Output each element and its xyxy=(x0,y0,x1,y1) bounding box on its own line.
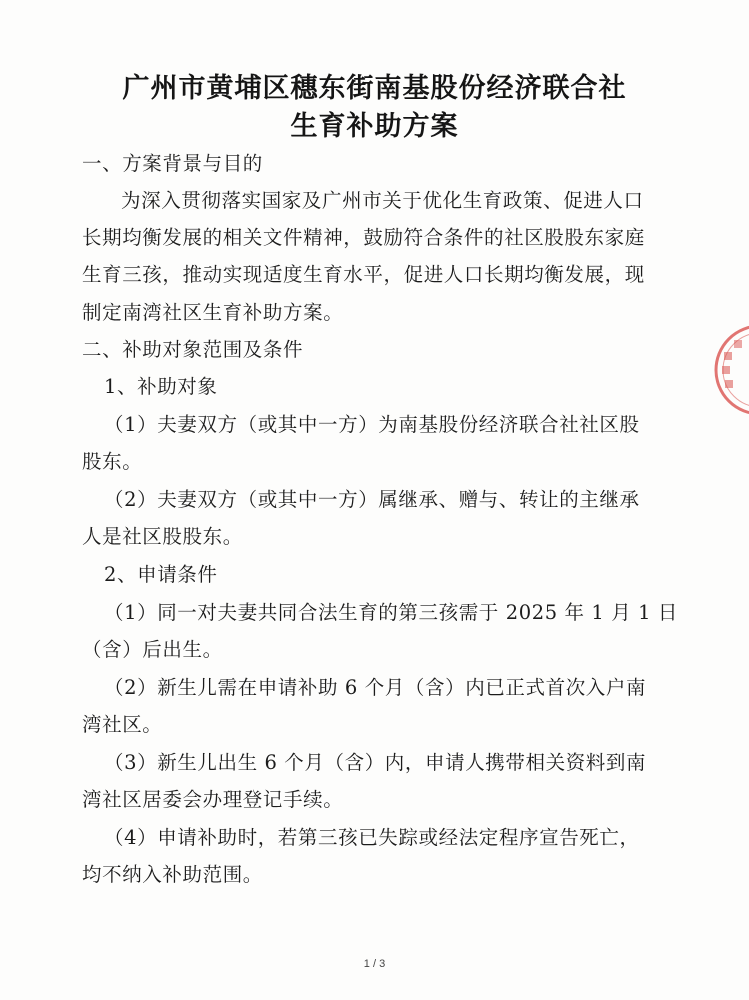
sub2-item1-line1: （1）同一对夫妻共同合法生育的第三孩需于 2025 年 1 月 1 日 xyxy=(104,601,679,624)
official-seal-stamp xyxy=(712,322,749,418)
sub1-item1-line1: （1）夫妻双方（或其中一方）为南基股份经济联合社社区股 xyxy=(104,413,640,436)
sub2-item4-line1: （4）申请补助时，若第三孩已失踪或经法定程序宣告死亡， xyxy=(104,826,640,849)
sub2-item4-line2: 均不纳入补助范围。 xyxy=(82,863,263,886)
section2-heading: 二、补助对象范围及条件 xyxy=(82,338,304,361)
sub2-item1-line2: （含）后出生。 xyxy=(82,638,223,661)
section1-para-line1: 为深入贯彻落实国家及广州市关于优化生育政策、促进人口 xyxy=(121,189,644,212)
section1-para-line4: 制定南湾社区生育补助方案。 xyxy=(82,301,344,324)
page-number: 1 / 3 xyxy=(363,958,386,970)
document-title-line1: 广州市黄埔区穗东街南基股份经济联合社 xyxy=(122,73,627,104)
sub2-item3-line2: 湾社区居委会办理登记手续。 xyxy=(82,788,344,811)
sub1-item1-line2: 股东。 xyxy=(82,450,143,473)
section1-para-line3: 生育三孩，推动实现适度生育水平，促进人口长期均衡发展，现 xyxy=(82,263,645,286)
sub2-item2-line1: （2）新生儿需在申请补助 6 个月（含）内已正式首次入户南 xyxy=(104,676,647,699)
sub2-item2-line2: 湾社区。 xyxy=(82,713,163,736)
section1-para-line2: 长期均衡发展的相关文件精神，鼓励符合条件的社区股股东家庭 xyxy=(82,226,645,249)
sub2-heading: 2、申请条件 xyxy=(104,563,218,586)
document-title-line2: 生育补助方案 xyxy=(290,111,459,142)
sub1-item2-line2: 人是社区股股东。 xyxy=(82,525,243,548)
sub1-item2-line1: （2）夫妻双方（或其中一方）属继承、赠与、转让的主继承 xyxy=(104,488,640,511)
sub2-item3-line1: （3）新生儿出生 6 个月（含）内，申请人携带相关资料到南 xyxy=(104,751,647,774)
sub1-heading: 1、补助对象 xyxy=(104,375,218,398)
section1-heading: 一、方案背景与目的 xyxy=(82,152,263,175)
